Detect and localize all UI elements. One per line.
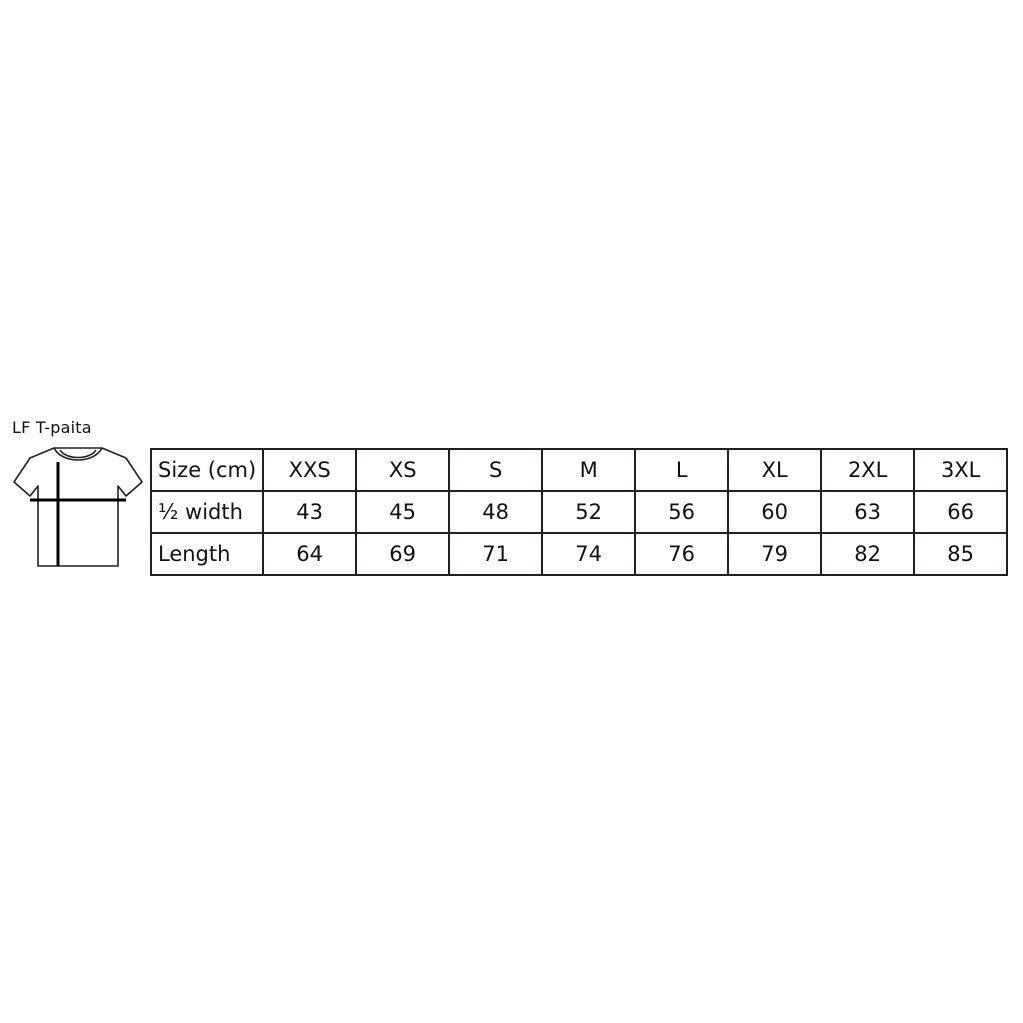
row-label-half-width: ½ width — [151, 491, 263, 533]
cell-length-xxs: 64 — [263, 533, 356, 575]
row-label-length: Length — [151, 533, 263, 575]
cell-length-l: 76 — [635, 533, 728, 575]
product-label: LF T-paita — [12, 418, 92, 437]
cell-half-width-l: 56 — [635, 491, 728, 533]
size-table — [150, 448, 1008, 576]
cell-half-width-m: 52 — [542, 491, 635, 533]
cell-half-width-s: 48 — [449, 491, 542, 533]
column-header-xl: XL — [728, 449, 821, 491]
column-header-size: Size (cm) — [151, 449, 263, 491]
table-row — [151, 491, 1007, 533]
cell-length-2xl: 82 — [821, 533, 914, 575]
cell-half-width-xxs: 43 — [263, 491, 356, 533]
column-header-xs: XS — [356, 449, 449, 491]
cell-half-width-xl: 60 — [728, 491, 821, 533]
cell-length-xs: 69 — [356, 533, 449, 575]
column-header-l: L — [635, 449, 728, 491]
table-row — [151, 533, 1007, 575]
column-header-2xl: 2XL — [821, 449, 914, 491]
cell-half-width-xs: 45 — [356, 491, 449, 533]
cell-length-xl: 79 — [728, 533, 821, 575]
cell-length-s: 71 — [449, 533, 542, 575]
column-header-m: M — [542, 449, 635, 491]
cell-length-3xl: 85 — [914, 533, 1007, 575]
column-header-s: S — [449, 449, 542, 491]
cell-length-m: 74 — [542, 533, 635, 575]
cell-half-width-3xl: 66 — [914, 491, 1007, 533]
column-header-xxs: XXS — [263, 449, 356, 491]
t-shirt-outline-icon — [8, 440, 148, 575]
cell-half-width-2xl: 63 — [821, 491, 914, 533]
t-shirt-illustration — [8, 440, 148, 575]
column-header-3xl: 3XL — [914, 449, 1007, 491]
table-header-row — [151, 449, 1007, 491]
